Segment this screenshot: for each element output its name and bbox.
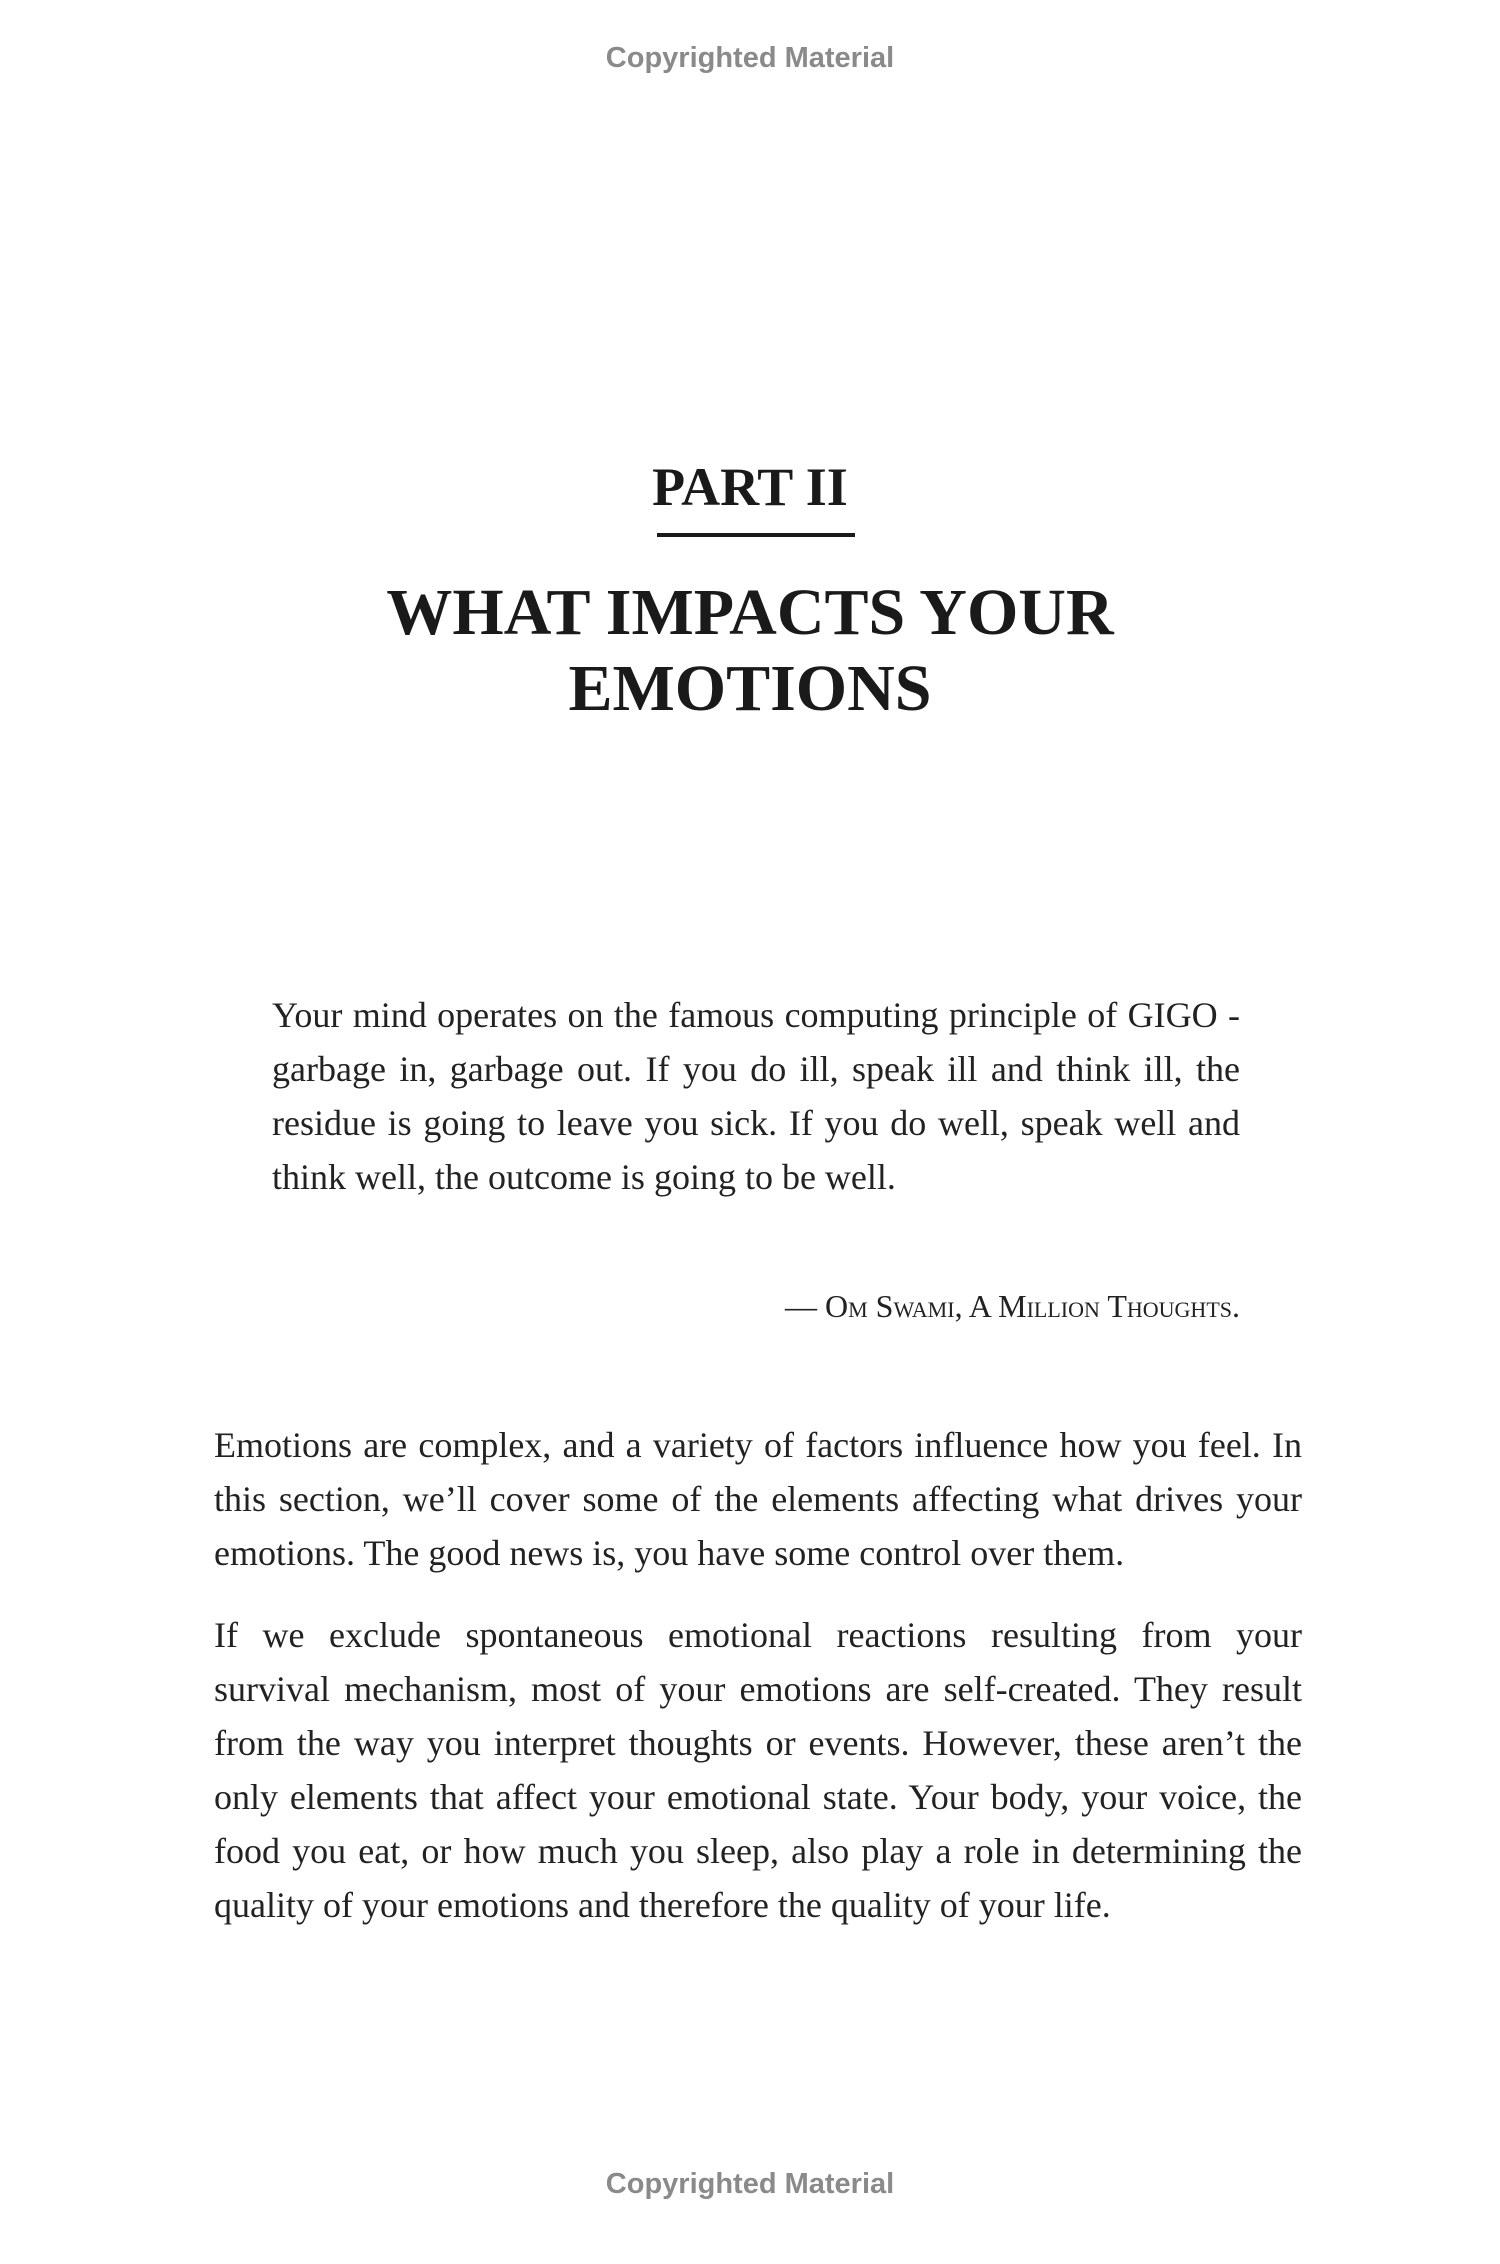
part-title xyxy=(0,575,1500,727)
epigraph-attribution: — Om Swami, A Million Thoughts. xyxy=(785,1288,1240,1324)
copyright-watermark-bottom: Copyrighted Material xyxy=(605,2168,895,2200)
body-paragraph: If we exclude spontaneous emotional reactions resulting from your survival mechanism, most of your emotions are self-created. They result from the way you interpret thoughts or events. However, these aren’t the only elements that affect your emotional state. Your body, your voice, the food you eat, or how much you sleep, also play a role in determining the quality of your emotions and therefore the quality of your life. xyxy=(214,1615,1302,1925)
epigraph-quote: Your mind operates on the famous computing principle of GIGO - garbage in, garbage out. If you do ill, speak ill and think ill, the residue is going to leave you sick. If you do well, speak well and think well, the outcome is going to be well. xyxy=(272,995,1240,1197)
part-label: PART II xyxy=(652,457,848,517)
part-title-line-2: EMOTIONS xyxy=(568,652,932,725)
copyright-watermark-top: Copyrighted Material xyxy=(605,42,895,74)
part-title-line-1: WHAT IMPACTS YOUR xyxy=(386,576,1114,649)
body-text xyxy=(214,1418,1302,1960)
part-divider-rule xyxy=(657,533,855,537)
body-paragraph: Emotions are complex, and a variety of factors influence how you feel. In this section, we’ll cover some of the elements affecting what drives your emotions. The good news is, you have some control over them. xyxy=(214,1425,1302,1573)
